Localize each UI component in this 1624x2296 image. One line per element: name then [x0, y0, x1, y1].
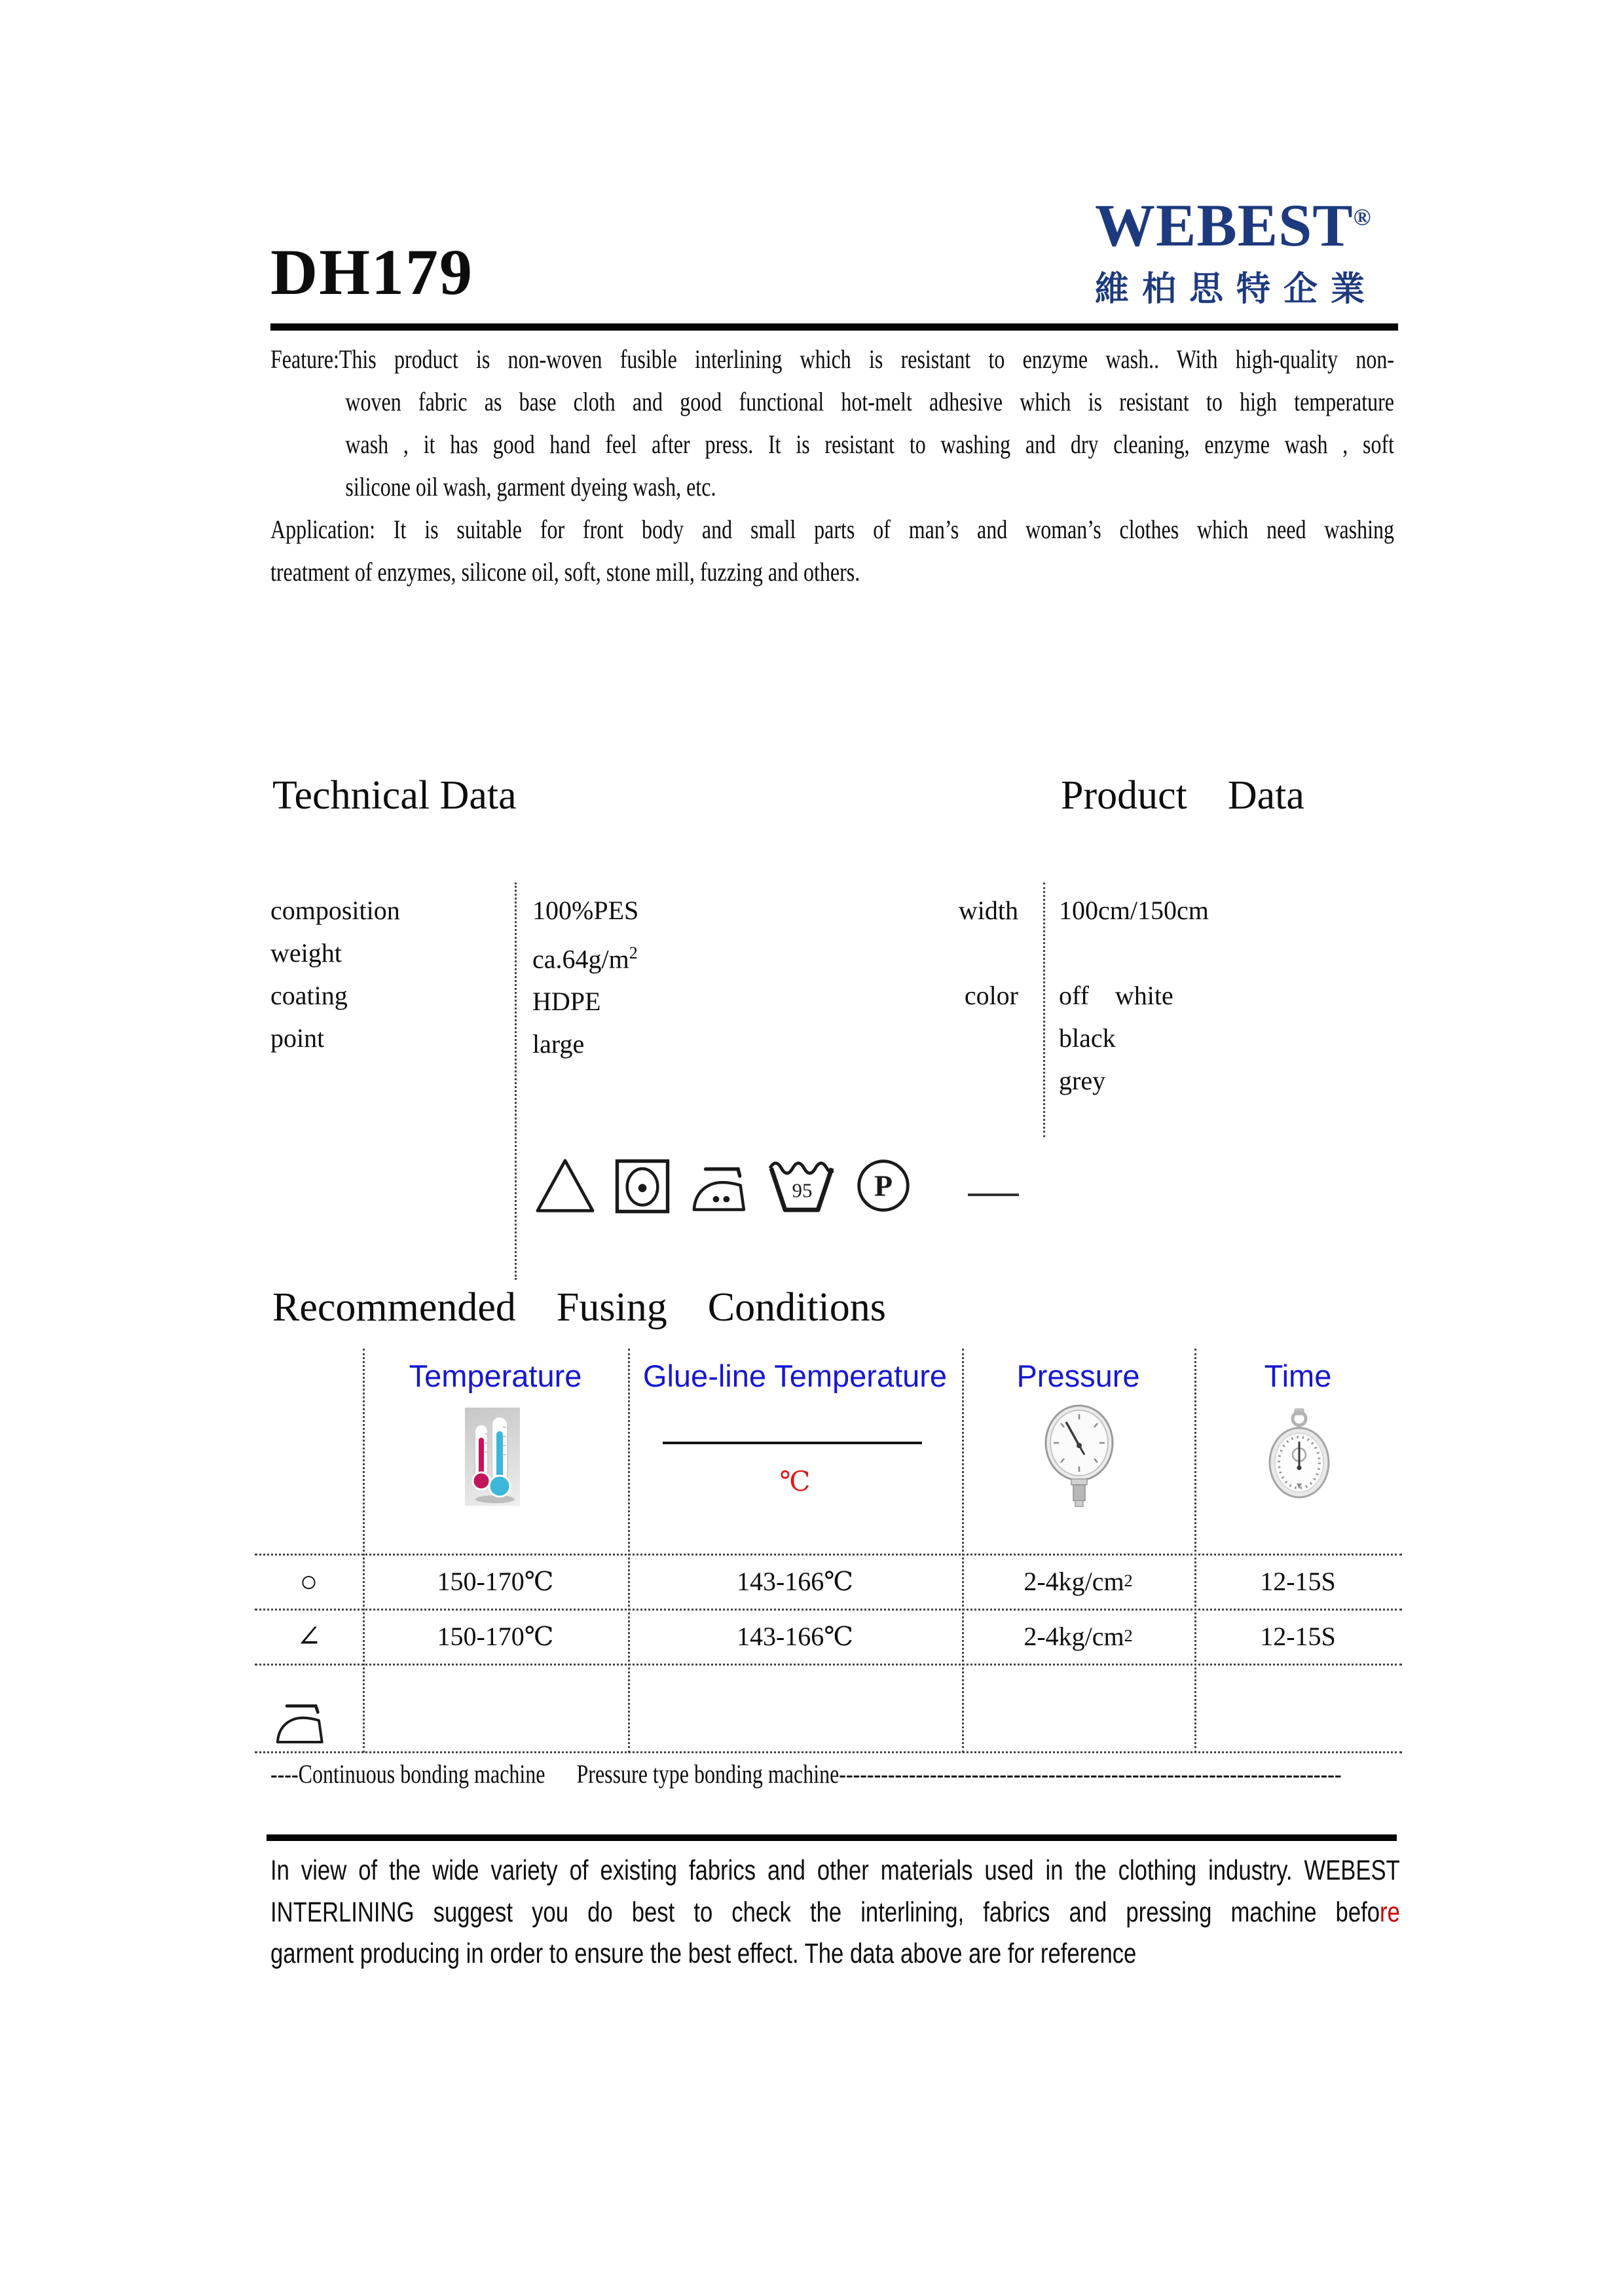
feature-paragraph	[270, 338, 1394, 508]
tech-value-point: large	[532, 1029, 585, 1059]
tech-value-weight	[532, 932, 638, 980]
product-divider-line	[1043, 883, 1045, 1137]
column-header-pressure: Pressure	[1016, 1358, 1140, 1393]
header-rule	[270, 323, 1398, 331]
pressure-gauge-icon	[1040, 1400, 1118, 1510]
footer-rule	[267, 1834, 1397, 1841]
feature-line: Feature:This product is non-woven fusible interlining which is resistant to enzyme wash.. With high-quality non-	[270, 344, 1394, 374]
product-labels	[917, 889, 1018, 1017]
iron-row-icon	[272, 1698, 326, 1747]
tech-labels	[270, 889, 400, 1059]
column-header-time: Time	[1264, 1358, 1332, 1393]
product-value-width: 100cm/150cm	[1059, 896, 1209, 925]
pressure-value	[962, 1609, 1194, 1664]
table-grid-line	[1194, 1349, 1196, 1753]
short-line-mark	[968, 1194, 1019, 1196]
application-paragraph	[270, 508, 1394, 593]
machine-symbol-circle: ○	[299, 1564, 318, 1598]
application-line: treatment of enzymes, silicone oil, soft, stone mill, fuzzing and others.	[270, 557, 860, 587]
application-line: Application: It is suitable for front body and small parts of man’s and woman’s clothes which need washing	[270, 515, 1394, 544]
table-grid-line	[628, 1349, 630, 1753]
footer-highlight: re	[1380, 1896, 1400, 1928]
dryclean-letter: P	[874, 1169, 893, 1203]
glue-line-value: 143-166℃	[736, 1621, 854, 1651]
footer-line2-text: INTERLINING suggest you do best to check the interlining, fabrics and pressing machine befo	[270, 1896, 1380, 1928]
product-values	[1059, 889, 1209, 1102]
technical-data-heading: Technical Data	[272, 773, 517, 818]
time-value: 12-15S	[1260, 1566, 1336, 1596]
pressure-base: 2-4kg/cm	[1024, 1566, 1124, 1596]
tech-label-weight: weight	[270, 938, 342, 968]
spacer	[917, 932, 1018, 974]
footer-line: In view of the wide variety of existing fabrics and other materials used in the clothing industry. WEBEST	[270, 1855, 1400, 1886]
brand-logo	[1095, 194, 1378, 310]
bleach-triangle-icon	[534, 1157, 597, 1214]
time-value: 12-15S	[1260, 1621, 1336, 1651]
brand-chinese-name: 維柏思特企業	[1095, 270, 1378, 308]
column-header-glue-line: Glue-line Temperature	[642, 1358, 948, 1393]
temperature-value: 150-170℃	[437, 1566, 554, 1596]
glue-line-value: 143-166℃	[736, 1566, 854, 1596]
feature-line: wash , it has good hand feel after press. It is resistant to washing and dry cleaning, enzyme wash , soft	[345, 429, 1394, 459]
weight-value: ca.64g/m	[532, 944, 629, 974]
glue-line-rule	[663, 1442, 922, 1444]
table-grid-line	[962, 1349, 964, 1753]
tech-value-coating: HDPE	[532, 987, 601, 1017]
product-label-width: width	[958, 896, 1018, 925]
machine-caption: ----Continuous bonding machine Pressure type bonding machine------------------------------------------------------------------------	[270, 1759, 1342, 1789]
dryclean-p-icon	[855, 1157, 912, 1214]
product-value-color-grey: grey	[1059, 1066, 1106, 1095]
feature-line: woven fabric as base cloth and good functional hot-melt adhesive which is resistant to high temperature	[345, 387, 1394, 416]
weight-superscript: 2	[629, 943, 638, 962]
wash-temp-label: 95	[792, 1179, 813, 1202]
celsius-unit: ℃	[779, 1467, 811, 1497]
tech-divider-line	[515, 883, 517, 1280]
pressure-base: 2-4kg/cm	[1024, 1621, 1124, 1651]
pressure-value	[962, 1554, 1194, 1609]
table-grid-line	[363, 1349, 365, 1753]
product-label-color: color	[964, 981, 1018, 1010]
column-header-temperature: Temperature	[409, 1358, 582, 1393]
machine-symbol-angle: ∠	[296, 1620, 322, 1653]
brand-name	[1095, 194, 1378, 257]
footer-note	[270, 1850, 1400, 1975]
temperature-value: 150-170℃	[437, 1621, 554, 1651]
pressure-superscript: 2	[1124, 1626, 1133, 1645]
tech-label-point: point	[270, 1023, 325, 1053]
product-value-color-offwhite: off white	[1059, 981, 1173, 1010]
brand-wordmark: WEBEST	[1095, 192, 1354, 259]
tumble-dry-icon	[614, 1158, 671, 1214]
tech-value-composition: 100%PES	[532, 896, 639, 925]
thermometer-icon	[465, 1408, 520, 1506]
product-value-color-black: black	[1059, 1023, 1116, 1053]
footer-line: garment producing in order to ensure the best effect. The data above are for reference	[270, 1938, 1137, 1969]
footer-line	[270, 1892, 1400, 1934]
wash-95-icon	[766, 1152, 837, 1214]
table-grid-line	[255, 1751, 1402, 1753]
feature-line: silicone oil wash, garment dyeing wash, etc.	[345, 472, 716, 501]
table-grid-line	[255, 1664, 1402, 1666]
pressure-superscript: 2	[1124, 1571, 1133, 1590]
care-symbols-row	[534, 1152, 1019, 1214]
product-data-heading: Product Data	[1061, 773, 1304, 818]
tech-values	[532, 889, 638, 1065]
tech-label-coating: coating	[270, 981, 348, 1010]
fusing-conditions-heading: Recommended Fusing Conditions	[272, 1285, 886, 1330]
iron-two-dots-icon	[688, 1161, 748, 1214]
registered-trademark-icon: ®	[1353, 204, 1372, 230]
spacer	[1059, 932, 1209, 974]
stopwatch-icon	[1263, 1408, 1336, 1501]
tech-label-composition: composition	[270, 896, 400, 925]
product-code-title: DH179	[270, 236, 473, 308]
